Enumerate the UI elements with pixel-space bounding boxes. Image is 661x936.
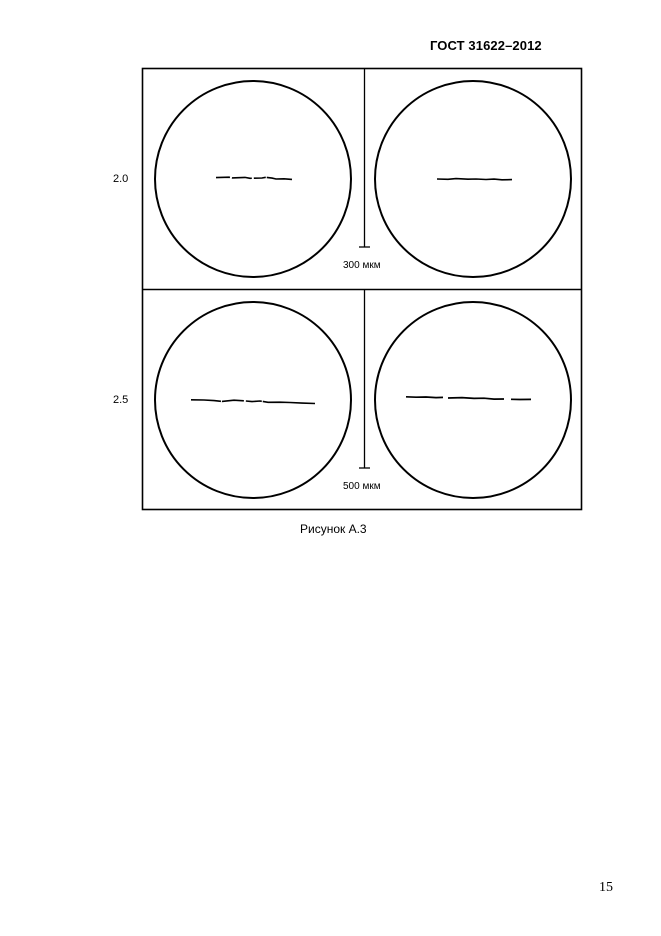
scale-label-300: 300 мкм — [343, 260, 381, 271]
scale-label-500: 500 мкм — [343, 481, 381, 492]
crack-trace-2-0-left — [216, 177, 292, 179]
micrograph-circle-2-0-left — [155, 81, 351, 277]
crack-trace-2-0-right — [437, 179, 512, 180]
scale-bar-row-2 — [359, 290, 370, 468]
crack-trace-2-5-left — [191, 400, 315, 404]
scale-bar-row-1 — [359, 69, 370, 247]
micrograph-circle-2-5-right — [375, 302, 571, 498]
micrograph-circle-2-5-left — [155, 302, 351, 498]
crack-trace-2-5-right — [406, 397, 531, 400]
row-label-2-0: 2.0 — [113, 173, 129, 185]
figure-caption: Рисунок А.3 — [300, 522, 367, 536]
document-code-header: ГОСТ 31622–2012 — [430, 38, 542, 53]
page-number: 15 — [599, 880, 613, 895]
row-label-2-5: 2.5 — [113, 394, 129, 406]
